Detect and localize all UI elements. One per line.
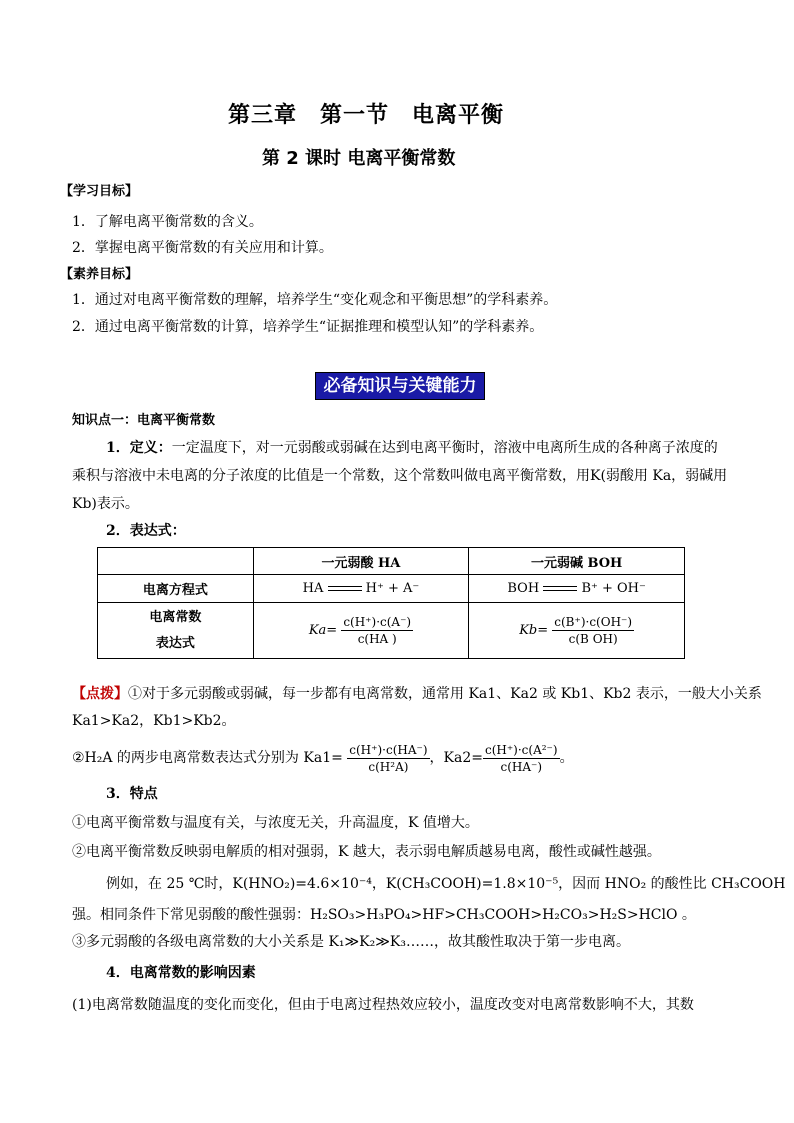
row-label-line-2: 表达式	[155, 635, 195, 651]
tip-line-1	[72, 685, 762, 703]
table-row-label-expression	[98, 603, 254, 659]
learning-goal-item: 1．了解电离平衡常数的含义。	[72, 214, 263, 230]
literacy-goals-heading: 【素养目标】	[60, 267, 139, 282]
ka2-fraction	[483, 742, 560, 775]
definition-label: 1．定义：	[106, 440, 172, 456]
feature-para: ②电离平衡常数反映弱电解质的相对强弱，K 越大，表示弱电解质越易电离，酸性或碱性越强。	[72, 844, 661, 860]
acid-equation-cell	[253, 575, 469, 603]
feature-para: ①电离平衡常数与温度有关，与浓度无关，升高温度，K 值增大。	[72, 815, 479, 831]
page-subtitle: 第 2 课时 电离平衡常数	[262, 148, 456, 169]
factors-para: (1)电离常数随温度的变化而变化，但由于电离过程热效应较小，温度改变对电离常数影响不大，其数	[72, 997, 694, 1013]
tip-text-end: 。	[559, 750, 574, 766]
equilibrium-arrow-icon	[328, 585, 362, 593]
table-corner-cell	[98, 548, 254, 575]
ka-label: Ka=	[308, 623, 338, 638]
ka1-fraction	[347, 742, 429, 775]
ka1-numerator: c(H⁺)·c(HA⁻)	[349, 742, 428, 757]
base-equation-right: B⁺ + OH⁻	[581, 581, 646, 596]
ka-fraction	[341, 614, 413, 647]
base-equation-left: BOH	[507, 581, 540, 596]
factors-heading: 4．电离常数的影响因素	[106, 965, 256, 981]
ka1-denominator: c(H²A)	[368, 759, 409, 774]
table-header-base: 一元弱碱 BOH	[469, 548, 685, 575]
definition-text-1: 一定温度下，对一元弱酸或弱碱在达到电离平衡时，溶液中电离所生成的各种离子浓度的	[171, 440, 718, 456]
kb-fraction	[552, 614, 634, 647]
features-heading: 3．特点	[106, 786, 158, 802]
base-equation-cell	[469, 575, 685, 603]
section-banner: 必备知识与关键能力	[315, 372, 485, 400]
table-header-acid: 一元弱酸 HA	[253, 548, 469, 575]
learning-goal-item: 2．掌握电离平衡常数的有关应用和计算。	[72, 240, 333, 256]
literacy-goal-item: 1．通过对电离平衡常数的理解，培养学生“变化观念和平衡思想”的学科素养。	[72, 292, 558, 308]
ka-denominator: c(HA )	[357, 632, 397, 646]
kb-numerator: c(B⁺)·c(OH⁻)	[554, 615, 633, 629]
ka2-denominator: c(HA⁻)	[500, 759, 543, 774]
definition-line-2: 乘积与溶液中未电离的分子浓度的比值是一个常数，这个常数叫做电离平衡常数，用K(弱酸用 Ka，弱碱用	[72, 468, 728, 484]
expression-heading: 2．表达式：	[106, 523, 186, 539]
tip-line-3	[72, 738, 574, 778]
knowledge-point-heading: 知识点一：电离平衡常数	[72, 413, 216, 428]
feature-para: 强。相同条件下常见弱酸的酸性强弱：H₂SO₃>H₃PO₄>HF>CH₃COOH>H₂CO₃>H₂S>HClO 。	[72, 907, 696, 923]
tip-text-1: ①对于多元弱酸或弱碱，每一步都有电离常数，通常用 Ka1、Ka2 或 Kb1、Kb2 表示，一般大小关系	[128, 686, 762, 702]
feature-para: ③多元弱酸的各级电离常数的大小关系是 K₁≫K₂≫K₃……，故其酸性取决于第一步电离。	[72, 934, 630, 950]
acid-equation-left: HA	[302, 581, 324, 596]
ionization-table	[97, 547, 685, 659]
kb-expression-cell	[469, 603, 685, 659]
kb-denominator: c(B OH)	[568, 632, 618, 646]
ka-numerator: c(H⁺)·c(A⁻)	[343, 615, 412, 629]
tip-line-2: Ka1>Ka2，Kb1>Kb2。	[72, 713, 236, 729]
tip-text-mid: ，Ka2=	[429, 750, 483, 766]
table-row-label-equation: 电离方程式	[98, 575, 254, 603]
ka2-numerator: c(H⁺)·c(A²⁻)	[484, 742, 558, 757]
feature-para: 例如，在 25 ℃时，K(HNO₂)=4.6×10⁻⁴，K(CH₃COOH)=1.8×10⁻⁵，因而 HNO₂ 的酸性比 CH₃COOH	[106, 876, 786, 892]
definition-line-1	[106, 439, 718, 457]
acid-equation-right: H⁺ + A⁻	[365, 581, 420, 596]
tip-text-3: ②H₂A 的两步电离常数表达式分别为 Ka1=	[72, 750, 343, 766]
literacy-goal-item: 2．通过电离平衡常数的计算，培养学生“证据推理和模型认知”的学科素养。	[72, 319, 544, 335]
equilibrium-arrow-icon	[543, 585, 577, 593]
kb-label: Kb=	[519, 623, 549, 638]
page-title: 第三章 第一节 电离平衡	[228, 103, 505, 128]
ka-expression-cell	[253, 603, 469, 659]
definition-line-3: Kb)表示。	[72, 496, 139, 512]
learning-goals-heading: 【学习目标】	[60, 184, 139, 199]
row-label-line-1: 电离常数	[149, 609, 202, 625]
tip-label: 【点拨】	[72, 686, 128, 702]
